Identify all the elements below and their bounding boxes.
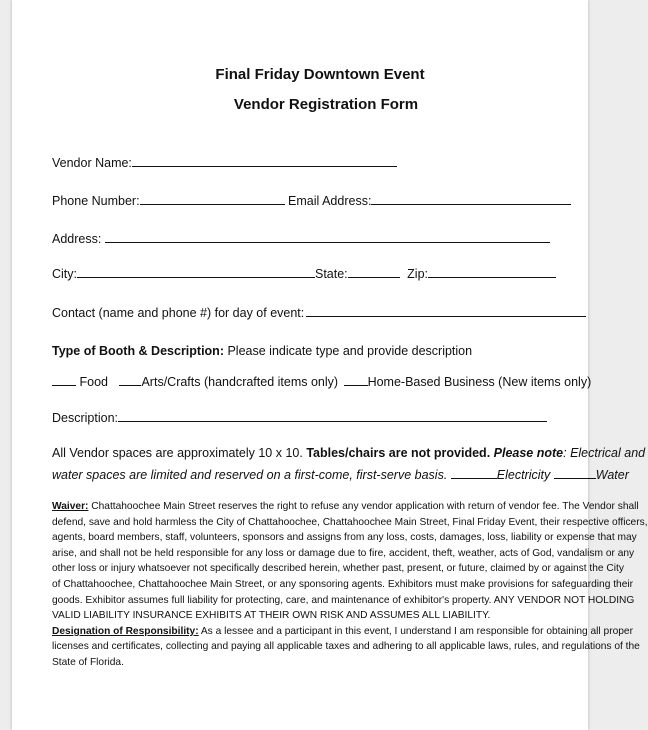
home-checkbox-line[interactable] (344, 373, 368, 386)
form-title-line1: Final Friday Downtown Event (215, 66, 425, 83)
electrical-note: : Electrical and (563, 446, 646, 460)
address-field[interactable] (105, 230, 550, 243)
spaces-line2 (52, 466, 629, 482)
please-note: Please note (490, 446, 564, 460)
vendor-name-row (52, 154, 397, 170)
address-label: Address: (52, 232, 102, 246)
vendor-name-label: Vendor Name: (52, 156, 132, 170)
vendor-name-field[interactable] (132, 154, 397, 167)
waiver-text: Chattahoochee Main Street reserves the right to refuse any vendor application with return of vendor fee. The Vendor shall (88, 501, 639, 512)
description-row (52, 409, 547, 425)
electricity-label: Electricity (496, 468, 551, 482)
waiver-text: defend, save and hold harmless the City of Chattahoochee, Chattahoochee Main Street, Final Friday Event, their respective officers, (52, 516, 648, 528)
contact-row (52, 304, 586, 320)
waiver-text: VALID LIABILITY INSURANCE EXHIBITS AT THEIR OWN RISK AND ASSUMES ALL LIABILITY. (52, 610, 491, 622)
home-option-label: Home-Based Business (New items only) (367, 375, 592, 389)
contact-label: Contact (name and phone #) for day of event: (52, 306, 305, 320)
waiver-text: agents, board members, staff, volunteers, sponsors and assigns from any loss, costs, damages, loss, liability or expense that may (52, 532, 637, 544)
spaces-text: All Vendor spaces are approximately 10 x 10. (52, 446, 307, 460)
booth-heading: Type of Booth & Description: (52, 344, 224, 358)
tables-not-provided: Tables/chairs are not provided. (306, 446, 491, 460)
city-label: City: (52, 267, 77, 281)
designation-label: Designation of Responsibility: (52, 625, 199, 637)
waiver-text: of Chattahoochee, Chattahoochee Main Street, or any sponsoring agents. Exhibitors must make provisions for safeguarding their (52, 578, 634, 590)
spaces-line1 (52, 446, 645, 460)
limited-spaces-note: water spaces are limited and reserved on a first-come, first-serve basis. (52, 468, 448, 482)
water-checkbox-line[interactable] (554, 466, 596, 479)
address-row (52, 230, 550, 246)
booth-heading-row (52, 344, 472, 358)
designation-text: licenses and certificates, collecting and paying all applicable taxes and adhering to all applicable laws, rules, and regulations of the (52, 641, 640, 653)
electricity-checkbox-line[interactable] (451, 466, 497, 479)
food-option-label: Food (79, 375, 108, 389)
city-field[interactable] (77, 265, 315, 278)
arts-checkbox-line[interactable] (119, 373, 141, 386)
state-field[interactable] (348, 265, 400, 278)
waiver-section (52, 499, 648, 671)
state-label: State: (315, 267, 348, 281)
designation-text: State of Florida. (52, 656, 124, 668)
booth-heading-instructions: Please indicate type and provide description (224, 344, 473, 358)
phone-email-row (52, 192, 571, 208)
zip-label: Zip: (407, 267, 428, 281)
waiver-text: other loss or injury whatsoever not specifically described herein, whether past, present, or future, claimed by or against the City (52, 563, 624, 575)
form-title-line2: Vendor Registration Form (233, 96, 419, 113)
description-label: Description: (52, 411, 118, 425)
arts-option-label: Arts/Crafts (handcrafted items only) (141, 375, 339, 389)
food-checkbox-line[interactable] (52, 373, 76, 386)
waiver-label: Waiver: (52, 501, 89, 512)
city-state-zip-row (52, 265, 556, 281)
designation-text: As a lessee and a participant in this event, I understand I am responsible for obtaining all proper (198, 625, 633, 637)
waiver-text: arise, and shall not be held responsible for any loss or damage due to fire, accident, theft, weather, acts of God, vandalism or any (52, 547, 635, 559)
water-label: Water (595, 468, 629, 482)
description-field[interactable] (118, 409, 547, 422)
email-address-field[interactable] (371, 192, 571, 205)
booth-options-row (52, 373, 591, 389)
waiver-text: goods. Exhibitor assumes full liability for protecting, care, and maintenance of exhibitor's property. ANY VENDOR NOT HOLDING (52, 594, 635, 606)
zip-field[interactable] (428, 265, 556, 278)
phone-number-label: Phone Number: (52, 194, 140, 208)
contact-field[interactable] (306, 304, 586, 317)
email-address-label: Email Address: (288, 194, 372, 208)
phone-number-field[interactable] (140, 192, 285, 205)
